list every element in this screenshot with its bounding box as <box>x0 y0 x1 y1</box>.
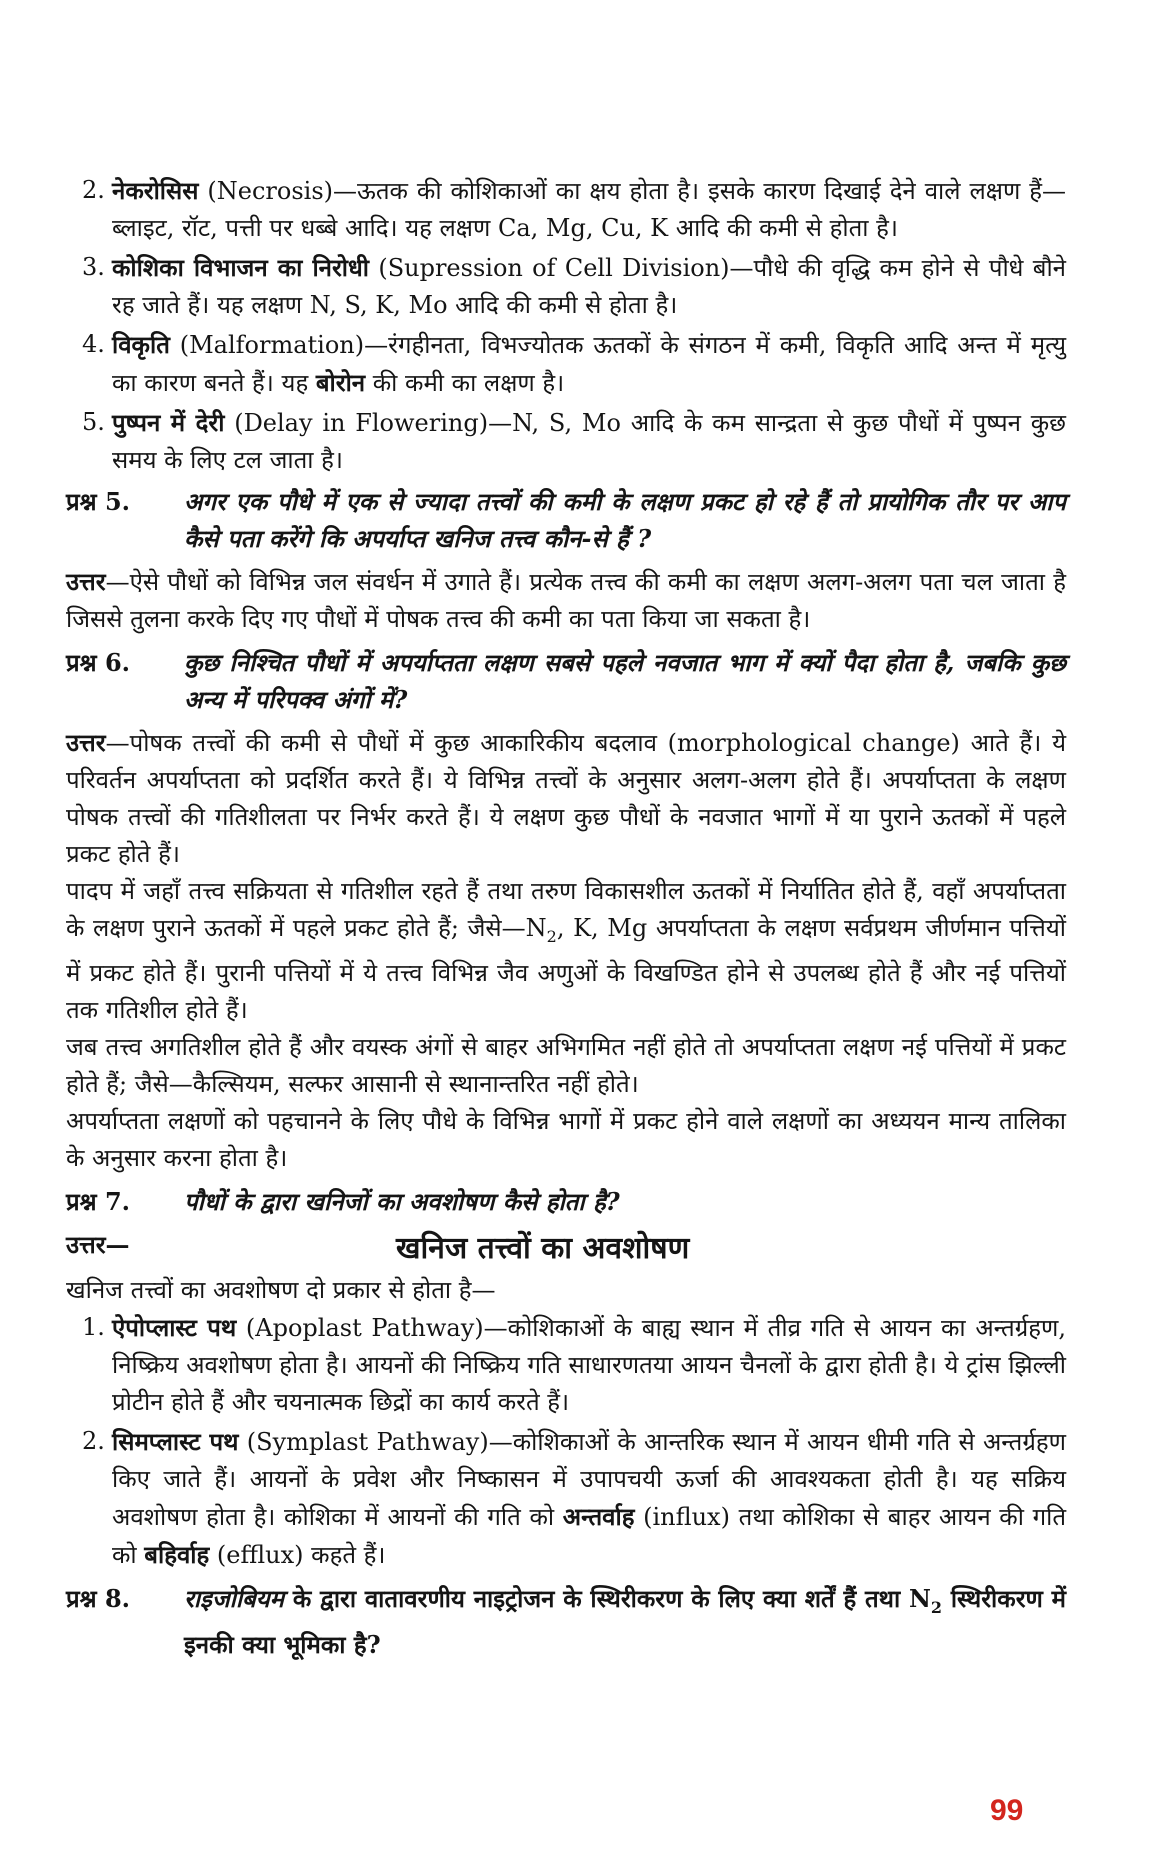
item-number: 5. <box>82 408 105 436</box>
item-title: पुष्पन में देरी <box>112 408 225 437</box>
list-item <box>66 1423 1066 1574</box>
item-title: ऐपोप्लास्ट पथ <box>112 1312 237 1342</box>
item-text: की कमी का लक्षण है। <box>365 369 565 397</box>
question-7 <box>66 1183 1066 1220</box>
list-item <box>66 326 1066 402</box>
answer-text: , K, Mg अपर्याप्तता के लक्षण सर्वप्रथम जीर्णमान पत्तियों में प्रकट होते हैं। पुरानी पत्तियों में ये तत्त्व विभिन्न जैव अणुओं के विखण्डित होने से उपलब्ध होते हैं और नई पत्तियों तक गतिशील होते हैं। <box>66 914 1066 1024</box>
answer-text: अपर्याप्तता लक्षणों को पहचानने के लिए पौधे के विभिन्न भागों में प्रकट होने वाले लक्षणों का अध्ययन मान्य तालिका के अनुसार करना होता है। <box>66 1106 1066 1172</box>
page-number: 99 <box>990 1794 1024 1827</box>
answer-text: —पोषक तत्त्वों की कमी से पौधों में कुछ आकारिकीय बदलाव (morphological change) आते हैं। ये परिवर्तन अपर्याप्तता को प्रदर्शित करते हैं। ये विभिन्न तत्त्वों के अनुसार अलग-अलग होते हैं। अपर्याप्तता के लक्षण पोषक तत्त्वों की गतिशीलता पर निर्भर करते हैं। ये लक्षण कुछ पौधों के नवजात भागों में या पुराने ऊतकों में पहले प्रकट होते हैं। <box>66 729 1066 868</box>
question-8 <box>66 1580 1066 1663</box>
list-item <box>66 249 1066 324</box>
question-text: राइजोबियम <box>184 1583 285 1613</box>
answer-text: —ऐसे पौधों को विभिन्न जल संवर्धन में उगाते हैं। प्रत्येक तत्त्व की कमी का लक्षण अलग-अलग पता चल जाता है जिससे तुलना करके दिए गए पौधों में पोषक तत्त्व की कमी का पता किया जा सकता है। <box>66 568 1066 633</box>
item-text: (Delay in Flowering)—N, S, Mo आदि के कम सान्द्रता से कुछ पौधों में पुष्पन कुछ समय के लिए टल जाता है। <box>112 409 1067 474</box>
item-number: 3. <box>82 253 105 281</box>
item-text: (efflux) कहते हैं। <box>209 1540 386 1569</box>
answer-6-paragraph <box>66 724 1066 873</box>
item-number: 4. <box>82 330 105 358</box>
section-heading: खनिज तत्त्वों का अवशोषण <box>396 1230 690 1266</box>
item-number: 2. <box>82 1426 105 1455</box>
question-label: प्रश्न 6. <box>66 648 131 677</box>
item-text: (Supression of Cell Division)—पौधे की वृद्धि कम होने से पौधे बौने रह जाते हैं। यह लक्षण N, S, K, Mo आदि की कमी से होता है। <box>112 254 1066 319</box>
answer-label: उत्तर <box>66 567 106 596</box>
answer-7-intro <box>66 1272 1066 1309</box>
item-number: 1. <box>82 1312 105 1341</box>
item-emphasis: बोरोन <box>315 368 366 397</box>
question-label: प्रश्न 5. <box>66 487 131 516</box>
item-text: (Apoplast Pathway)—कोशिकाओं के बाह्य स्थान में तीव्र गति से आयन का अन्तर्ग्रहण, निष्क्रिय अवशोषण होता है। आयनों की निष्क्रिय गति साधारणतया आयन चैनलों के द्वारा होती है। ये ट्रांस झिल्ली प्रोटीन होते हैं और चयनात्मक छिद्रों का कार्य करते हैं। <box>112 1313 1066 1416</box>
answer-6-paragraph <box>66 873 1066 1029</box>
item-emphasis: बहिर्वाह <box>144 1539 210 1569</box>
answer-5 <box>66 563 1066 638</box>
question-label: प्रश्न 8. <box>66 1583 131 1613</box>
list-item <box>66 1309 1066 1421</box>
item-title: नेकरोसिस <box>112 176 199 205</box>
item-title: विकृति <box>112 330 170 359</box>
question-text: स्थिरीकरण में इनकी क्या भूमिका है? <box>184 1583 1066 1659</box>
item-number: 2. <box>82 176 105 204</box>
answer-label: उत्तर— <box>66 1229 130 1259</box>
subscript: 2 <box>930 1597 943 1617</box>
item-text: (influx) तथा कोशिका से बाहर आयन की गति को <box>112 1502 1066 1569</box>
answer-text: पादप में जहाँ तत्त्व सक्रियता से गतिशील रहते हैं तथा तरुण विकासशील ऊतकों में निर्यातित होते हैं, वहाँ अपर्याप्तता के लक्षण पुराने ऊतकों में पहले प्रकट होते हैं; जैसे—N <box>66 877 1066 942</box>
answer-7-header <box>66 1226 1066 1268</box>
page-content <box>66 172 1066 1669</box>
answer-6-paragraph <box>66 1029 1066 1103</box>
question-label: प्रश्न 7. <box>66 1186 131 1216</box>
list-item <box>66 404 1066 479</box>
answer-label: उत्तर <box>66 728 106 757</box>
item-text: (Necrosis)—ऊतक की कोशिकाओं का क्षय होता है। इसके कारण दिखाई देने वाले लक्षण हैं—ब्लाइट, रॉट, पत्ती पर धब्बे आदि। यह लक्षण Ca, Mg, Cu, K आदि की कमी से होता है। <box>112 177 1066 242</box>
list-item <box>66 172 1066 247</box>
question-text: पौधों के द्वारा खनिजों का अवशोषण कैसे होता है? <box>184 1186 620 1216</box>
question-text: के द्वारा वातावरणीय नाइट्रोजन के स्थिरीकरण के लिए क्या शर्तें हैं तथा N <box>284 1583 931 1613</box>
question-text: अगर एक पौधे में एक से ज्यादा तत्त्वों की कमी के लक्षण प्रकट हो रहे हैं तो प्रायोगिक तौर पर आप कैसे पता करेंगे कि अपर्याप्त खनिज तत्त्व कौन-से हैं ? <box>184 487 1066 553</box>
item-emphasis: अन्तर्वाह <box>562 1501 635 1531</box>
question-5 <box>66 483 1066 557</box>
subscript: 2 <box>546 926 557 946</box>
question-text: कुछ निश्चित पौधों में अपर्याप्तता लक्षण सबसे पहले नवजात भाग में क्यों पैदा होता है, जबकि कुछ अन्य में परिपक्व अंगों में? <box>184 648 1066 714</box>
answer-text: जब तत्त्व अगतिशील होते हैं और वयस्क अंगों से बाहर अभिगमित नहीं होते तो अपर्याप्तता लक्षण नई पत्तियों में प्रकट होते हैं; जैसे—कैल्सियम, सल्फर आसानी से स्थानान्तरित नहीं होते। <box>66 1032 1066 1098</box>
item-text: (Malformation)—रंगहीनता, विभज्योतक ऊतकों के संगठन में कमी, विकृति आदि अन्त में मृत्यु का कारण बनते हैं। यह <box>112 331 1066 397</box>
answer-6-paragraph <box>66 1103 1066 1177</box>
item-text: (Symplast Pathway)—कोशिकाओं के आन्तरिक स्थान में आयन धीमी गति से अन्तर्ग्रहण किए जाते हैं। आयनों के प्रवेश और निष्कासन में उपापचयी ऊर्जा की आवश्यकता होती है। यह सक्रिय अवशोषण होता है। कोशिका में आयनों की गति को <box>112 1427 1066 1531</box>
item-title: सिमप्लास्ट पथ <box>112 1426 239 1456</box>
answer-text: खनिज तत्त्वों का अवशोषण दो प्रकार से होता है— <box>66 1275 496 1304</box>
item-title: कोशिका विभाजन का निरोधी <box>112 253 369 282</box>
question-6 <box>66 644 1066 718</box>
